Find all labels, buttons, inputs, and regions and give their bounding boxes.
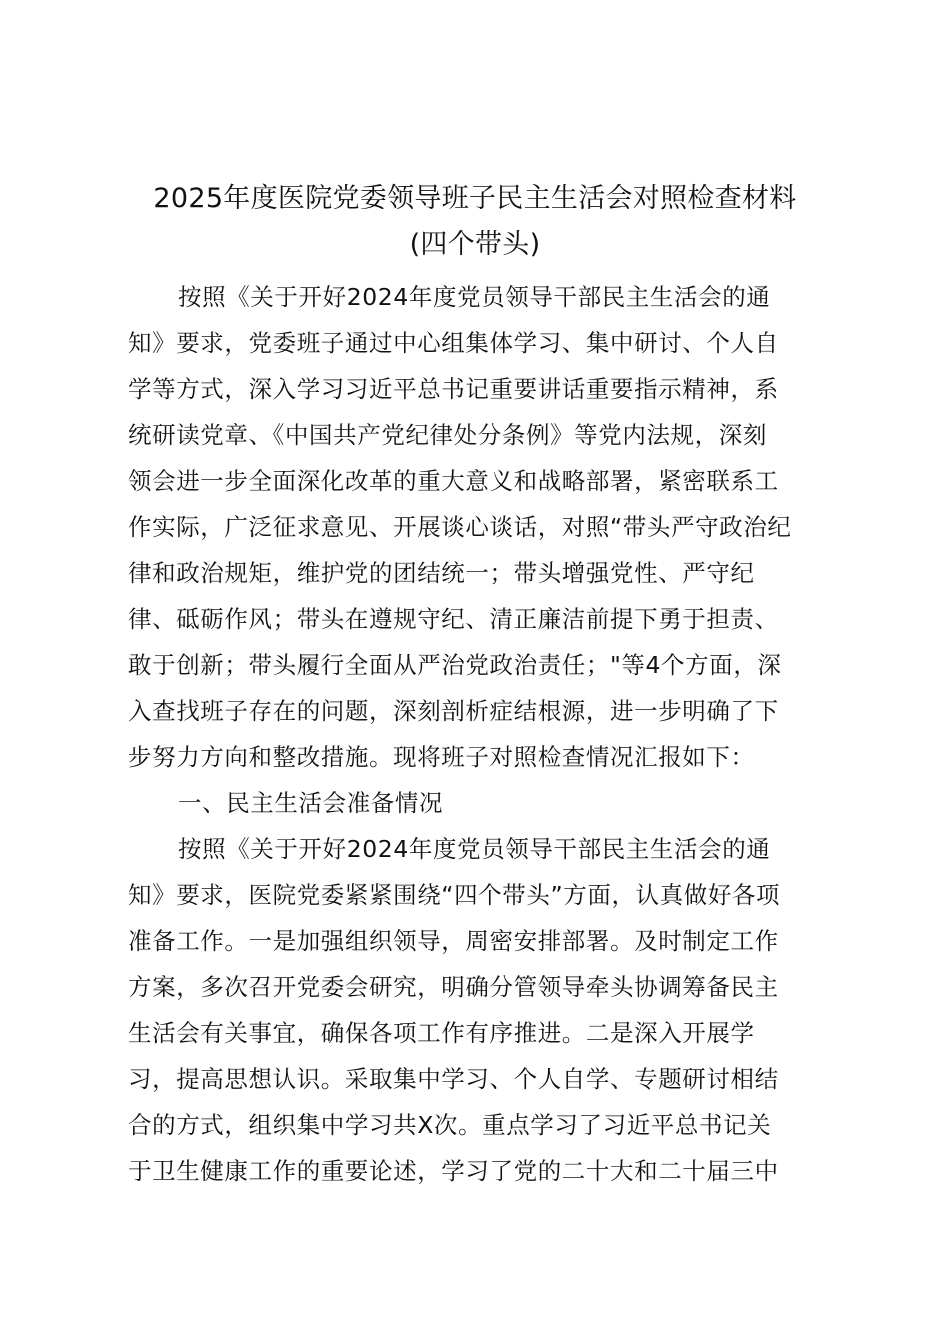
title-line-1: 2025年度医院党委领导班子民主生活会对照检查材料 <box>153 183 797 214</box>
paragraph-line: 律、砥砺作风；带头在遵规守纪、清正廉洁前提下勇于担责、 <box>128 605 779 633</box>
document-title <box>120 176 830 268</box>
paragraph-line: 方案，多次召开党委会研究，明确分管领导牵头协调筹备民主 <box>128 973 779 1001</box>
paragraph-line: 入查找班子存在的问题，深刻剖析症结根源，进一步明确了下 <box>128 697 779 725</box>
paragraph-line: 生活会有关事宜，确保各项工作有序推进。二是深入开展学 <box>128 1019 755 1047</box>
paragraph-line: 统研读党章、《中国共产党纪律处分条例》等党内法规，深刻 <box>128 421 767 449</box>
paragraph-line: 按照《关于开好2024年度党员领导干部民主生活会的通 <box>178 283 771 311</box>
paragraph-line: 准备工作。一是加强组织领导，周密安排部署。及时制定工作 <box>128 927 779 955</box>
paragraph-line: 知》要求，党委班子通过中心组集体学习、集中研讨、个人自 <box>128 329 779 357</box>
document-body <box>128 274 848 1194</box>
title-line-2: (四个带头) <box>409 229 541 260</box>
section-heading: 一、民主生活会准备情况 <box>178 789 444 817</box>
paragraph-line: 步努力方向和整改措施。现将班子对照检查情况汇报如下： <box>128 743 755 771</box>
paragraph-line: 敢于创新；带头履行全面从严治党政治责任；"等4个方面，深 <box>128 651 782 679</box>
paragraph-line: 知》要求，医院党委紧紧围绕“四个带头”方面，认真做好各项 <box>128 881 781 909</box>
paragraph-line: 作实际，广泛征求意见、开展谈心谈话，对照“带头严守政治纪 <box>128 513 792 541</box>
paragraph-line: 律和政治规矩，维护党的团结统一；带头增强党性、严守纪 <box>128 559 755 587</box>
paragraph-line: 按照《关于开好2024年度党员领导干部民主生活会的通 <box>178 835 771 863</box>
paragraph-line: 于卫生健康工作的重要论述，学习了党的二十大和二十届三中 <box>128 1157 779 1185</box>
paragraph-line: 习，提高思想认识。采取集中学习、个人自学、专题研讨相结 <box>128 1065 779 1093</box>
paragraph-line: 合的方式，组织集中学习共X次。重点学习了习近平总书记关 <box>128 1111 772 1139</box>
paragraph-line: 领会进一步全面深化改革的重大意义和战略部署，紧密联系工 <box>128 467 779 495</box>
paragraph-line: 学等方式，深入学习习近平总书记重要讲话重要指示精神，系 <box>128 375 779 403</box>
